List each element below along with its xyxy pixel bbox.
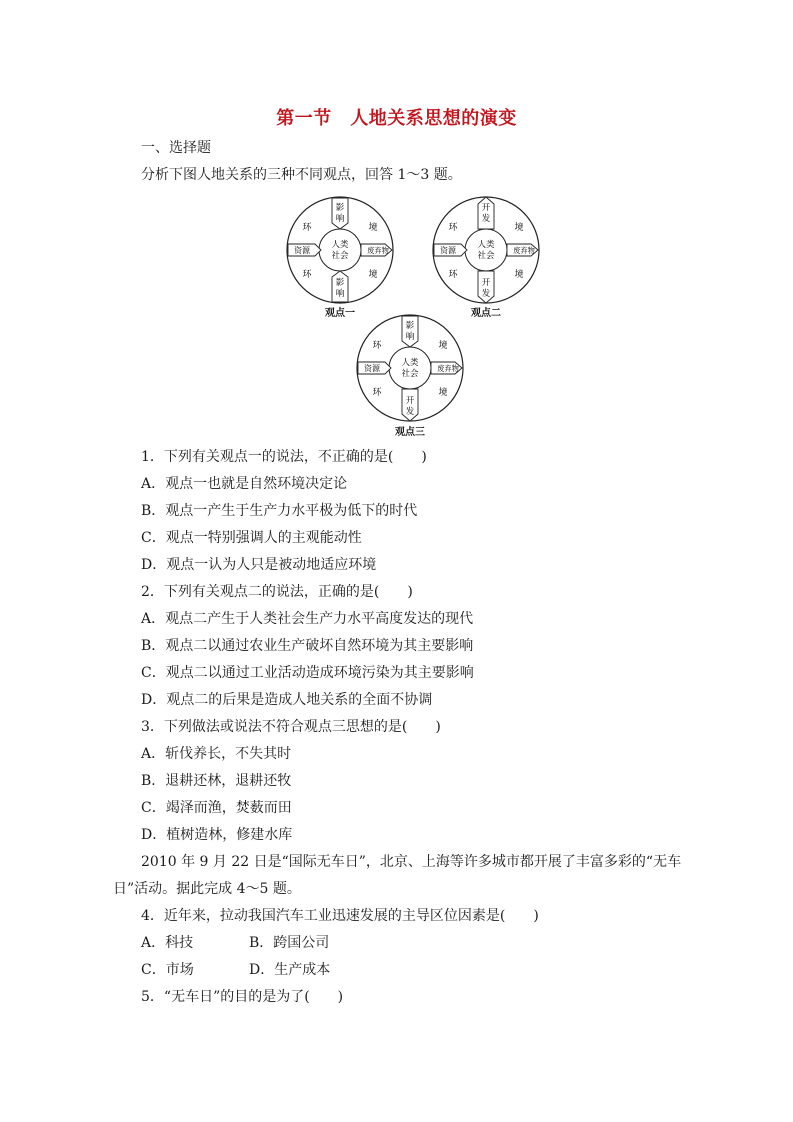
question-2-option-d: D．观点二的后果是造成人地关系的全面不协调 bbox=[141, 692, 433, 708]
label-jing: 境 bbox=[438, 341, 448, 351]
label-bottom-1: 开 bbox=[481, 278, 491, 288]
label-human: 人类 bbox=[331, 240, 349, 250]
question-1-option-c: C．观点一特别强调人的主观能动性 bbox=[141, 530, 362, 546]
question-1-stem: 1．下列有关观点一的说法，不正确的是( ) bbox=[141, 449, 427, 465]
label-huan: 环 bbox=[302, 223, 312, 233]
d2-svg bbox=[431, 195, 541, 305]
label-huan: 环 bbox=[302, 270, 312, 280]
diagram-viewpoint-3 bbox=[355, 313, 465, 427]
caption-viewpoint-2: 观点二 bbox=[471, 308, 501, 319]
label-top-1: 开 bbox=[481, 203, 491, 213]
label-bottom-1: 影 bbox=[335, 278, 345, 288]
label-society: 社会 bbox=[477, 251, 495, 261]
label-jing: 境 bbox=[514, 223, 524, 233]
page-title: 第一节 人地关系思想的演变 bbox=[276, 108, 517, 129]
label-top-2: 响 bbox=[335, 214, 345, 224]
label-jing: 境 bbox=[438, 388, 448, 398]
label-jing: 境 bbox=[514, 270, 524, 280]
label-resources: 资源 bbox=[440, 246, 456, 255]
label-bottom-1: 开 bbox=[405, 396, 415, 406]
label-society: 社会 bbox=[331, 251, 349, 261]
label-jing: 境 bbox=[368, 223, 378, 233]
label-waste: 废弃物 bbox=[437, 364, 459, 373]
question-1-option-b: B．观点一产生于生产力水平极为低下的时代 bbox=[141, 503, 418, 519]
question-4-stem: 4．近年来，拉动我国汽车工业迅速发展的主导区位因素是( ) bbox=[141, 908, 539, 924]
label-top-2: 发 bbox=[481, 214, 491, 224]
question-2-option-c: C．观点二以通过工业活动造成环境污染为其主要影响 bbox=[141, 665, 474, 681]
label-huan: 环 bbox=[448, 270, 458, 280]
label-bottom-2: 发 bbox=[481, 289, 491, 299]
diagram-viewpoint-2 bbox=[431, 195, 541, 309]
question-4-option-a: A．科技 bbox=[141, 935, 194, 951]
label-jing: 境 bbox=[368, 270, 378, 280]
label-resources: 资源 bbox=[294, 246, 310, 255]
label-top-2: 响 bbox=[405, 332, 415, 342]
question-2-option-a: A．观点二产生于人类社会生产力水平高度发达的现代 bbox=[141, 611, 474, 627]
label-huan: 环 bbox=[372, 388, 382, 398]
question-5-stem: 5．“无车日”的目的是为了( ) bbox=[141, 989, 344, 1005]
label-society: 社会 bbox=[401, 369, 419, 379]
question-3-option-c: C．竭泽而渔，焚薮而田 bbox=[141, 800, 292, 816]
label-top-1: 影 bbox=[335, 203, 345, 213]
question-3-option-a: A．斩伐养长，不失其时 bbox=[141, 746, 292, 762]
label-human: 人类 bbox=[401, 358, 419, 368]
caption-viewpoint-3: 观点三 bbox=[395, 427, 425, 438]
label-bottom-2: 发 bbox=[405, 407, 415, 417]
question-3-stem: 3．下列做法或说法不符合观点三思想的是( ) bbox=[141, 719, 441, 735]
caption-viewpoint-1: 观点一 bbox=[325, 308, 355, 319]
intro-text-1: 分析下图人地关系的三种不同观点，回答 1～3 题。 bbox=[141, 167, 462, 183]
label-huan: 环 bbox=[448, 223, 458, 233]
d1-svg bbox=[285, 195, 395, 305]
question-2-option-b: B．观点二以通过农业生产破坏自然环境为其主要影响 bbox=[141, 638, 474, 654]
question-2-stem: 2．下列有关观点二的说法，正确的是( ) bbox=[141, 584, 413, 600]
question-4-option-c: C．市场 bbox=[141, 962, 194, 978]
section-heading: 一、选择题 bbox=[141, 140, 211, 156]
label-bottom-2: 响 bbox=[335, 289, 345, 299]
label-human: 人类 bbox=[477, 240, 495, 250]
d3-svg bbox=[355, 313, 465, 423]
label-resources: 资源 bbox=[364, 364, 380, 373]
label-top-1: 影 bbox=[405, 321, 415, 331]
diagram-viewpoint-1 bbox=[285, 195, 395, 309]
question-4-option-d: D．生产成本 bbox=[249, 962, 331, 978]
question-3-option-d: D．植树造林，修建水库 bbox=[141, 827, 293, 843]
question-1-option-d: D．观点一认为人只是被动地适应环境 bbox=[141, 557, 377, 573]
label-waste: 废弃物 bbox=[367, 246, 389, 255]
intro-text-2: 2010 年 9 月 22 日是“国际无车日”，北京、上海等许多城市都开展了丰富多彩的“无车日”活动。据此完成 4～5 题。 bbox=[113, 854, 682, 897]
label-waste: 废弃物 bbox=[513, 246, 535, 255]
question-4-option-b: B．跨国公司 bbox=[249, 935, 330, 951]
question-3-option-b: B．退耕还林，退耕还牧 bbox=[141, 773, 292, 789]
question-1-option-a: A．观点一也就是自然环境决定论 bbox=[141, 476, 348, 492]
label-huan: 环 bbox=[372, 341, 382, 351]
